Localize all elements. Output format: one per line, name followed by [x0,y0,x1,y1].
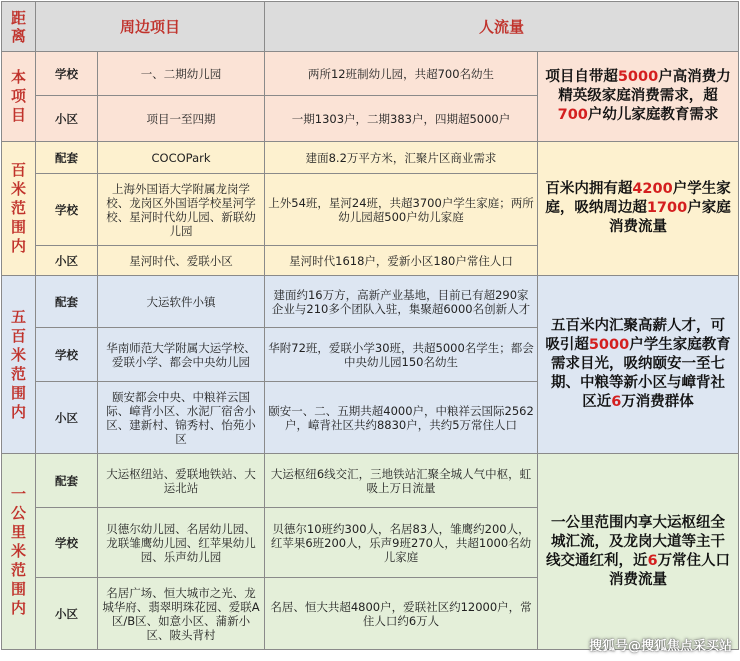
summary-text: 万常住人口消费流量 [609,553,730,588]
summary-cell [538,276,739,454]
header-projects: 周边项目 [36,2,265,52]
project-cell: 项目一至四期 [98,96,265,142]
summary-text: 一公里范围内享大运枢纽全城汇流，及龙岗大道等主干线交通红利，近 [546,515,725,569]
region-label: 本 项 目 [2,52,36,142]
category-cell: 学校 [36,52,98,96]
table-row [2,142,739,174]
category-cell: 学校 [36,174,98,246]
project-cell: 华南师范大学附属大运学校、爱联小学、都会中央幼儿园 [98,328,265,382]
summary-text: 户家庭消费流量 [609,200,731,235]
traffic-cell: 上外54班，星河24班，共超3700户学生家庭；两所幼儿园超500户幼儿家庭 [265,174,538,246]
region-label: 百 米 范 围 内 [2,142,36,276]
summary-highlight: 1700 [647,200,687,216]
traffic-cell: 星河时代1618户，爱新小区180户常住人口 [265,246,538,276]
traffic-cell: 华附72班，爱联小学30班，共超5000名学生；都会中央幼儿园150名幼生 [265,328,538,382]
project-cell: 大运枢纽站、爱联地铁站、大运北站 [98,454,265,508]
surrounding-projects-table [1,1,739,650]
traffic-cell: 建面8.2万平方米，汇聚片区商业需求 [265,142,538,174]
category-cell: 学校 [36,508,98,578]
category-cell: 小区 [36,96,98,142]
category-cell: 配套 [36,454,98,508]
summary-highlight: 4200 [632,181,672,197]
region-label: 五 百 米 范 围 内 [2,276,36,454]
project-cell: 贝德尔幼儿园、名居幼儿园、龙联雏鹰幼儿园、红苹果幼儿园、乐声幼儿园 [98,508,265,578]
summary-text: 项目自带超 [545,69,618,85]
traffic-cell: 大运枢纽6线交汇，三地铁站汇聚全城人气中枢，虹吸上万日流量 [265,454,538,508]
region-label: 一 公 里 米 范 围 内 [2,454,36,650]
traffic-cell: 建面约16万方，高新产业基地，目前已有超290家企业与210多个团队入驻，集聚超6000名创新人才 [265,276,538,328]
category-cell: 小区 [36,382,98,454]
summary-text: 百米内拥有超 [545,181,632,197]
summary-highlight: 700 [558,107,588,123]
summary-cell [538,52,739,142]
header-distance-label: 距 离 [11,9,26,45]
header-distance [2,2,36,52]
project-cell: 名居广场、恒大城市之光、龙城华府、翡翠明珠花园、爱联A区/B区、如意小区、蒲新小区、陂头背村 [98,578,265,650]
traffic-cell: 颐安一、二、五期共超4000户，中粮祥云国际2562户，嶂背社区共约8830户，共约5万常住人口 [265,382,538,454]
summary-text: 户学生家庭，吸纳周边超 [545,181,730,216]
table-row [2,276,739,328]
summary-highlight: 6 [647,553,657,569]
traffic-cell: 贝德尔10班约300人，名居83人，雏鹰约200人，红苹果6班200人，乐声9班270人，共超1000名幼儿家庭 [265,508,538,578]
table-row [2,52,739,96]
summary-highlight: 6 [611,394,621,410]
summary-text: 户学生家庭教育需求目光，吸纳颐安一至七期、中粮等新小区与嶂背社区近 [551,337,731,410]
project-cell: 大运软件小镇 [98,276,265,328]
project-cell: COCOPark [98,142,265,174]
traffic-cell: 两所12班制幼儿园，共超700名幼生 [265,52,538,96]
summary-cell [538,454,739,650]
header-traffic: 人流量 [265,2,739,52]
category-cell: 配套 [36,276,98,328]
summary-text: 户幼儿家庭教育需求 [588,107,719,123]
summary-cell [538,142,739,276]
summary-text: 五百米内汇聚高薪人才，可吸引超 [545,318,725,353]
traffic-cell: 一期1303户，二期383户，四期超5000户 [265,96,538,142]
header-row [2,2,739,52]
summary-text: 万消费群体 [621,394,694,410]
project-cell: 一、二期幼儿园 [98,52,265,96]
watermark: 搜狐号@搜狐焦点采买站 [589,635,732,654]
category-cell: 小区 [36,246,98,276]
project-cell: 星河时代、爱联小区 [98,246,265,276]
category-cell: 学校 [36,328,98,382]
summary-highlight: 5000 [589,337,629,353]
summary-text: 户高消费力精英级家庭消费需求，超 [558,69,730,104]
table-row [2,454,739,508]
category-cell: 小区 [36,578,98,650]
category-cell: 配套 [36,142,98,174]
traffic-cell: 名居、恒大共超4800户，爱联社区约12000户，常住人口约6万人 [265,578,538,650]
project-cell: 颐安都会中央、中粮祥云国际、嶂背小区、水泥厂宿舍小区、建新村、锦秀村、怡苑小区 [98,382,265,454]
project-cell: 上海外国语大学附属龙岗学校、龙岗区外国语学校星河学校、星河时代幼儿园、新联幼儿园 [98,174,265,246]
summary-highlight: 5000 [618,69,658,85]
